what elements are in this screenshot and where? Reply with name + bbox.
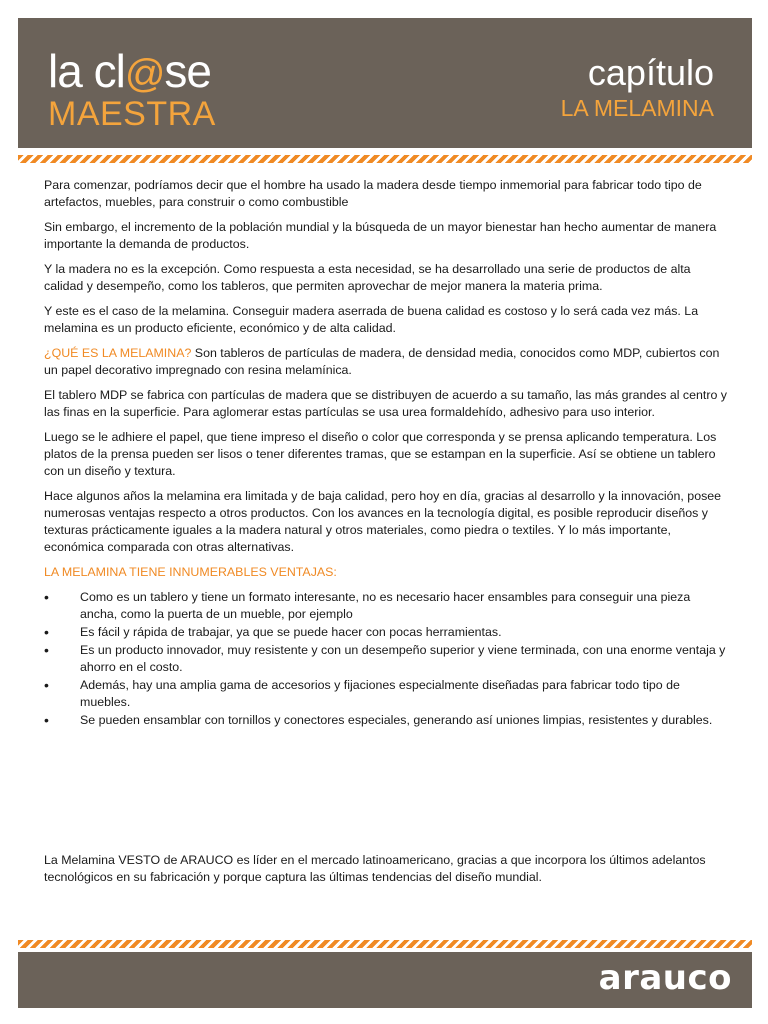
chapter-heading bbox=[561, 52, 714, 122]
paragraph-5 bbox=[44, 345, 728, 379]
paragraph-2: Sin embargo, el incremento de la población mundial y la búsqueda de un mayor bienestar han hecho aumentar de manera importante la demanda de productos. bbox=[44, 220, 717, 251]
logo-part-1: la cl bbox=[48, 45, 125, 97]
bottom-striped-divider bbox=[18, 940, 752, 948]
paragraph-3: Y la madera no es la excepción. Como respuesta a esta necesidad, se ha desarrollado una serie de productos de alta calidad y desempeño, como los tableros, que permiten aprovechar de mejor manera la materia prima. bbox=[44, 262, 691, 293]
chapter-title: LA MELAMINA bbox=[560, 95, 714, 121]
advantages-heading: LA MELAMINA TIENE INNUMERABLES VENTAJAS: bbox=[44, 565, 337, 579]
list-item-text: Además, hay una amplia gama de accesorios y fijaciones especialmente diseñadas para fabricar todo tipo de muebles. bbox=[80, 678, 680, 709]
bullet-icon: • bbox=[44, 712, 49, 728]
advantages-list bbox=[44, 589, 728, 729]
list-item bbox=[44, 712, 728, 729]
paragraph-1: Para comenzar, podríamos decir que el hombre ha usado la madera desde tiempo inmemorial para fabricar todo tipo de artefactos, muebles, para construir o como combustible bbox=[44, 178, 702, 209]
logo-part-2: se bbox=[164, 45, 212, 97]
la-clase-maestra-logo bbox=[48, 45, 216, 133]
footer-band bbox=[18, 952, 752, 1008]
closing-paragraph: La Melamina VESTO de ARAUCO es líder en el mercado latinoamericano, gracias a que incorpora los últimos adelantos tecnológicos en su fabricación y porque captura las últimas tendencias del diseño mundial. bbox=[44, 853, 706, 884]
header-band bbox=[18, 18, 752, 148]
list-item bbox=[44, 624, 728, 641]
paragraph-8: Hace algunos años la melamina era limitada y de baja calidad, pero hoy en día, gracias al desarrollo y la innovación, posee numerosas ventajas respecto a otros productos. Con los avances en la tecnología digital, es posible reproducir diseños y texturas prácticamente iguales a la madera natural y otros materiales, como piedra o textiles. Y lo más importante, económica comparada con otras alternativas. bbox=[44, 489, 722, 554]
list-item-text: Como es un tablero y tiene un formato interesante, no es necesario hacer ensambles para conseguir una pieza ancha, como la puerta de un mueble, por ejemplo bbox=[80, 590, 691, 621]
chapter-label: capítulo bbox=[587, 52, 714, 93]
arauco-logo: arauco bbox=[598, 958, 732, 998]
paragraph-6: El tablero MDP se fabrica con partículas de madera que se distribuyen de acuerdo a su tamaño, las más grandes al centro y las finas en la superficie. Para aglomerar estas partículas se usa urea formaldehído, adhesivo para uso interior. bbox=[44, 388, 728, 419]
top-striped-divider bbox=[18, 155, 752, 163]
list-item-text: Es un producto innovador, muy resistente y con un desempeño superior y viene terminada, con una enorme ventaja y ahorro en el costo. bbox=[80, 643, 726, 674]
logo-at-symbol: @ bbox=[124, 52, 165, 96]
paragraph-7: Luego se le adhiere el papel, que tiene impreso el diseño o color que corresponda y se prensa aplicando temperatura. Los platos de la prensa pueden ser lisos o tener diferentes tramas, que se estampan en la superficie. Así se obtiene un tablero con un diseño y textura. bbox=[44, 430, 717, 478]
bullet-icon: • bbox=[44, 624, 49, 640]
list-item bbox=[44, 642, 728, 676]
logo-line-2: MAESTRA bbox=[48, 95, 216, 133]
logo-line-1 bbox=[48, 45, 216, 97]
list-item bbox=[44, 589, 728, 623]
list-item bbox=[44, 677, 728, 711]
melamine-question-highlight: ¿QUÉ ES LA MELAMINA? bbox=[44, 346, 192, 360]
paragraph-5-text: Son tableros de partículas de madera, de densidad media, conocidos como MDP, cubiertos con un papel decorativo impregnado con resina melamínica. bbox=[44, 346, 720, 377]
list-item-text: Se pueden ensamblar con tornillos y conectores especiales, generando así uniones limpias, resistentes y durables. bbox=[80, 713, 713, 727]
paragraph-4: Y este es el caso de la melamina. Conseguir madera aserrada de buena calidad es costoso y lo será cada vez más. La melamina es un producto eficiente, económico y de alta calidad. bbox=[44, 304, 699, 335]
article-body bbox=[44, 177, 728, 730]
bullet-icon: • bbox=[44, 677, 49, 693]
bullet-icon: • bbox=[44, 642, 49, 658]
bullet-icon: • bbox=[44, 589, 49, 605]
list-item-text: Es fácil y rápida de trabajar, ya que se puede hacer con pocas herramientas. bbox=[80, 625, 502, 639]
